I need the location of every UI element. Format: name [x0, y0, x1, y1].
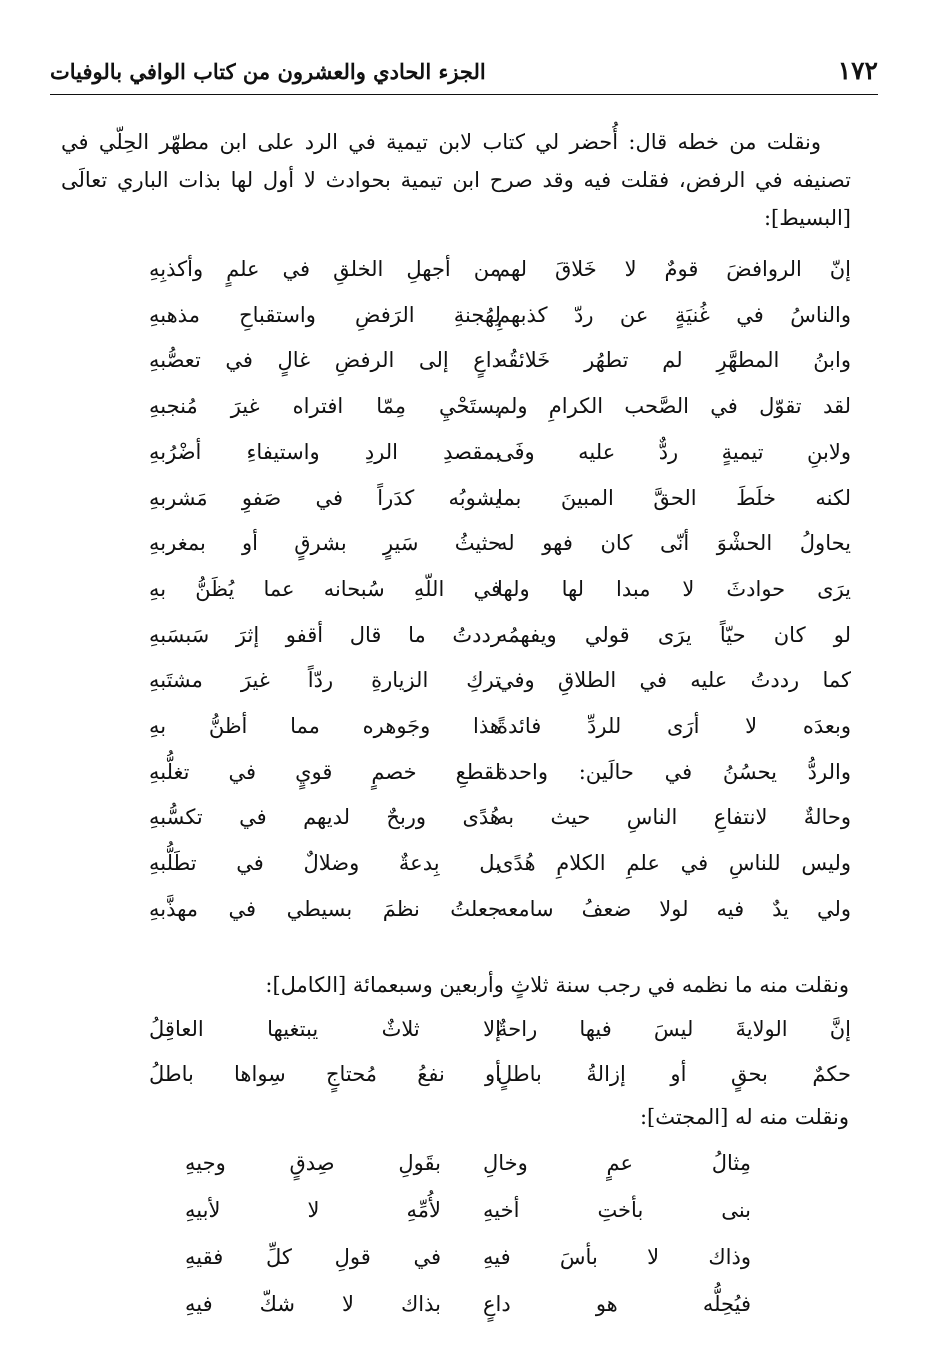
verse-line	[0, 749, 941, 795]
verse-second-hemistich: تركِ الزيارةِ ردّاً غيرَ مشتَبهِ	[149, 668, 501, 693]
verse-line	[0, 1187, 941, 1233]
verse-line	[0, 429, 941, 475]
verse-second-hemistich: لِهُجنةِ الرَفضِ واستقباحِ مذهبهِ	[149, 302, 501, 327]
verse-second-hemistich: بل بِدعةٌ وضلالٌ في تطَلُّبهِ	[149, 851, 501, 876]
verse-line	[0, 1006, 941, 1052]
verse-first-hemistich: إنَّ الولايةَ ليسَ فيها راحةٌ	[497, 1017, 851, 1041]
verse-second-hemistich: يستَحْيِ مِمّا افتراه غيرَ مُنجبهِ	[149, 394, 501, 419]
verse-first-hemistich: وابنُ المطهَّرِ لم تطهُر خَلائقُه	[497, 348, 851, 373]
verse-second-hemistich: جعلتُ نظمَ بسيطي في مهذَّبهِ	[149, 896, 501, 921]
verse-first-hemistich: يحاولُ الحشْوَ أنّى كان فهو له	[497, 531, 851, 556]
verse-first-hemistich: ولي يدٌ فيه لولا ضعفُ سامعه	[497, 896, 851, 921]
verse-second-hemistich: بقَولِ صِدقٍ وجيهِ	[185, 1151, 441, 1175]
running-title: الجزء الحادي والعشرون من كتاب الوافي بالوفيات	[50, 59, 486, 84]
verse-first-hemistich: بنى بأختِ أخيهِ	[483, 1198, 751, 1222]
verse-first-hemistich: كما رددتُ عليه في الطلاقِ وفي	[497, 668, 851, 693]
verse-first-hemistich: لقد تقوّل في الصَّحب الكرامِ ولم	[497, 394, 851, 419]
verse-first-hemistich: وليس للناسِ في علمِ الكلامِ هُدًى	[497, 851, 851, 876]
verse-line	[0, 246, 941, 292]
verse-second-hemistich: بذاك لا شكّ فيهِ	[185, 1292, 441, 1316]
verse-first-hemistich: وبعدَه لا أرَى للردِّ فائدةً	[497, 714, 851, 738]
verse-first-hemistich: والردُّ يحسُنُ في حالَين: واحدة	[497, 759, 851, 784]
verse-second-hemistich: أو نفعُ مُحتاجٍ سِواها باطلُ	[149, 1062, 501, 1086]
verse-second-hemistich: لأُمِّهِ لا لأبيهِ	[185, 1198, 441, 1222]
verse-line	[0, 840, 941, 886]
verse-second-hemistich: هذا وجَوهره مما أظنُّ بهِ	[149, 714, 501, 738]
verse-line	[0, 1281, 941, 1327]
verse-line	[0, 794, 941, 840]
verse-first-hemistich: وحالةٌ لانتفاعِ الناسِ حيث به	[497, 805, 851, 830]
page-header	[50, 50, 878, 95]
verse-second-hemistich: رددتُ ما قال أقفو إثرَ سَبسَبهِ	[149, 622, 501, 647]
verse-line	[0, 475, 941, 521]
verse-line	[0, 657, 941, 703]
verse-second-hemistich: لقطعِ خصمٍ قويٍ في تغلُّبهِ	[149, 759, 501, 784]
verse-line	[0, 520, 941, 566]
verse-second-hemistich: داعٍ إلى الرفضِ غالٍ في تعصُّبهِ	[149, 348, 501, 373]
verse-line	[0, 612, 941, 658]
page-number: ١٧٢	[837, 56, 878, 85]
verse-second-hemistich: في اللّهِ سُبحانه عما يُظَنُّ بهِ	[149, 576, 501, 601]
verse-second-hemistich: بمقصدِ الردِ واستيفاءِ أضْرُبهِ	[149, 439, 501, 464]
verse-first-hemistich: ولابنِ تيميةٍ ردٌّ عليه وفَى	[497, 439, 851, 464]
verse-first-hemistich: مِثالُ عمٍ وخالِ	[483, 1151, 751, 1175]
paragraph-kamil-intro: ونقلت منه ما نظمه في رجب سنة ثلاثٍ وأربعين وسبعمائة [الكامل]:	[265, 973, 849, 997]
verse-line	[0, 886, 941, 932]
verse-line	[0, 1140, 941, 1186]
verse-line	[0, 383, 941, 429]
verse-second-hemistich: حثيثُ سَيرٍ بشرقٍ أو بمغربهِ	[149, 531, 501, 556]
verse-second-hemistich: يشوبُه كدَراً في صَفوِ مَشربهِ	[149, 485, 501, 510]
verse-second-hemistich: من أجهلِ الخلقِ في علمٍ وأكذبِهِ	[149, 257, 501, 281]
verse-line	[0, 292, 941, 338]
verse-first-hemistich: لكنه خلَطَ الحقَّ المبينَ بما	[497, 485, 851, 510]
verse-line	[0, 566, 941, 612]
verse-line	[0, 703, 941, 749]
verse-first-hemistich: لو كان حيّاً يرَى قولي ويفهمُه	[497, 622, 851, 647]
verse-first-hemistich: يرَى حوادثَ لا مبدا لها ولها	[497, 576, 851, 601]
verse-first-hemistich: والناسُ في غُنيَةٍ عن ردّ كذبهمِ	[497, 302, 851, 327]
verse-second-hemistich: في قولِ كلِّ فقيهِ	[185, 1245, 441, 1269]
intro-paragraph: ونقلت من خطه قال: أُحضر لي كتاب لابن تيمية في الرد على ابن مطهّر الحِلّي في تصنيفه في الرفض، فقلت فيه وقد صرح ابن تيمية بحوادث لا أول لها بذات الباري تعالَى [البسيط]:	[61, 130, 851, 230]
verse-first-hemistich: وذاك لا بأسَ فيهِ	[483, 1245, 751, 1269]
verse-first-hemistich: حكمٌ بحقٍ أو إزالةُ باطلٍ	[497, 1062, 851, 1086]
verse-second-hemistich: هُدًى وربحٌ لديهم في تكسُّبهِ	[149, 805, 501, 830]
verse-second-hemistich: إلا ثلاثٌ يبتغيها العاقِلُ	[149, 1017, 501, 1041]
verse-line	[0, 337, 941, 383]
verse-line	[0, 1234, 941, 1280]
verse-first-hemistich: إنّ الروافضَ قومٌ لا خَلاقَ لهم	[497, 257, 851, 281]
paragraph-mujtath-intro: ونقلت منه له [المجتث]:	[639, 1105, 849, 1129]
verse-first-hemistich: فيُحِلُّه هو داعٍ	[483, 1292, 751, 1316]
verse-line	[0, 1051, 941, 1097]
